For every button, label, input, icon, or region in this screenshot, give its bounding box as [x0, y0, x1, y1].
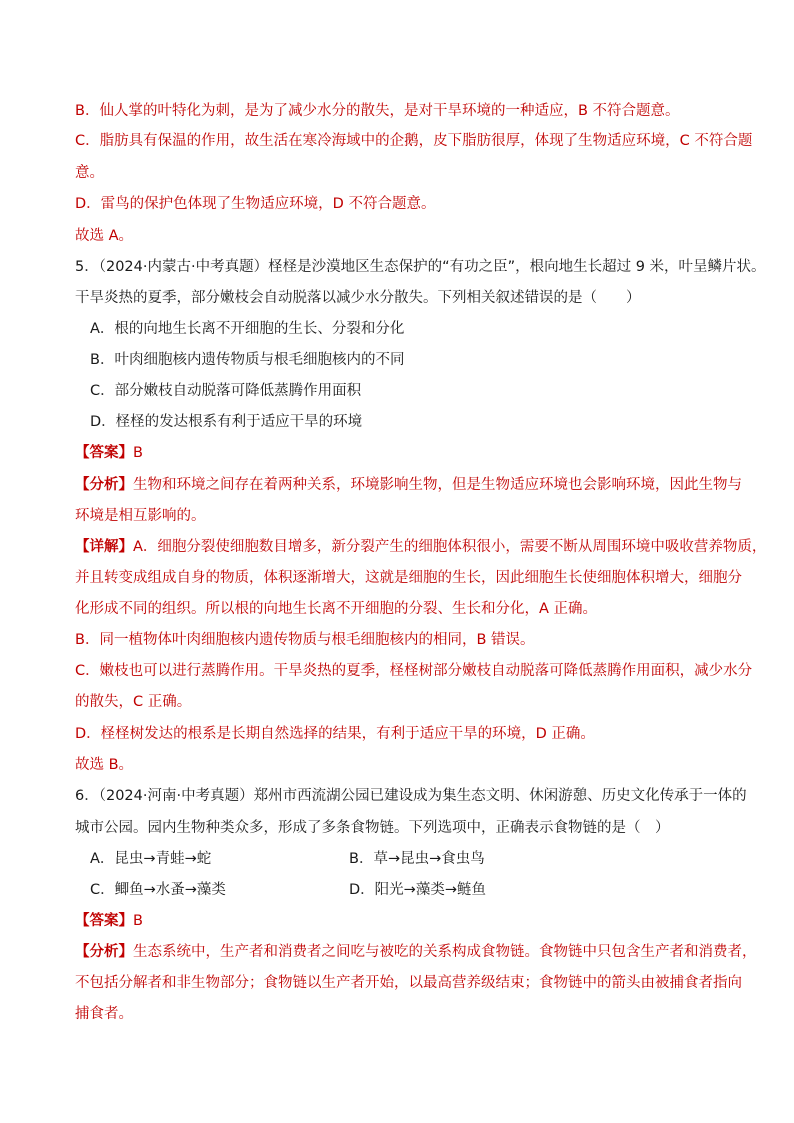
answer-tag: 【答案】 — [75, 445, 133, 461]
q5-option-c: C．部分嫩枝自动脱落可降低蒸腾作用面积 — [90, 383, 362, 399]
answer-tag: 【答案】 — [75, 913, 133, 929]
q6-stem-line1: 6．（2024·河南·中考真题）郑州市西流湖公园已建设成为集生态文明、休闲游憩、历史文化传承于一体的 — [75, 788, 747, 804]
detail-text: A．细胞分裂使细胞数目增多，新分裂产生的细胞体积很小，需要不断从周围环境中吸收营养物质， — [133, 539, 767, 555]
q5-option-d: D．柽柽的发达根系有利于适应干旱的环境 — [90, 414, 363, 430]
q5-stem-line2: 干旱炎热的夏季，部分嫩枝会自动脱落以减少水分散失。下列相关叙述错误的是（ ） — [75, 290, 641, 306]
q6-analysis-line2: 不包括分解者和非生物部分；食物链以生产者开始，以最高营养级结束；食物链中的箭头由被捕食者指向 — [75, 975, 742, 991]
q5-analysis-line1 — [75, 475, 742, 495]
q5-stem-line1: 5．（2024·内蒙古·中考真题）柽柽是沙漠地区生态保护的“有功之臣”，根向地生长超过 9 米，叶呈鳞片状。 — [75, 259, 766, 275]
q5-detail-a-line1 — [75, 537, 767, 557]
q5-detail-c-line2: 的散失，C 正确。 — [75, 694, 192, 710]
analysis-text: 生物和环境之间存在着两种关系，环境影响生物，但是生物适应环境也会影响环境，因此生物与 — [133, 477, 742, 493]
q6-stem-line2: 城市公园。园内生物种类众多，形成了多条食物链。下列选项中，正确表示食物链的是（ ） — [75, 820, 670, 836]
q5-answer — [75, 443, 725, 463]
q5-option-a: A．根的向地生长离不开细胞的生长、分裂和分化 — [90, 321, 405, 337]
q6-option-b: B．草→昆虫→食虫鸟 — [349, 851, 485, 867]
answer-value: B — [133, 913, 143, 929]
q6-option-d: D．阳光→藻类→鲢鱼 — [349, 882, 486, 898]
q5-detail-b: B．同一植物体叶肉细胞核内遗传物质与根毛细胞核内的相同，B 错误。 — [75, 632, 535, 648]
q5-analysis-line2: 环境是相互影响的。 — [75, 508, 206, 524]
q6-answer — [75, 911, 725, 931]
q5-detail-a-line2: 并且转变成组成自身的物质，体积逐渐增大，这就是细胞的生长，因此细胞生长使细胞体积增大，细胞分 — [75, 570, 742, 586]
analysis-tag: 【分析】 — [75, 477, 133, 493]
q6-option-a: A．昆虫→青蛙→蛇 — [90, 851, 212, 867]
q6-analysis-line3: 捕食者。 — [75, 1006, 133, 1022]
prev-answer-d: D．雷鸟的保护色体现了生物适应环境，D 不符合题意。 — [75, 196, 436, 212]
prev-answer-choose: 故选 A。 — [75, 228, 134, 244]
prev-answer-c-line1: C．脂肪具有保温的作用，故生活在寒冷海域中的企鹅，皮下脂肪很厚，体现了生物适应环境，C 不符合题 — [75, 133, 753, 149]
prev-answer-c-line2: 意。 — [75, 165, 104, 181]
detail-tag: 【详解】 — [75, 539, 133, 555]
q5-detail-a-line3: 化形成不同的组织。所以根的向地生长离不开细胞的分裂、生长和分化，A 正确。 — [75, 601, 598, 617]
q6-option-c: C．鲫鱼→水蚤→藻类 — [90, 882, 226, 898]
analysis-tag: 【分析】 — [75, 944, 133, 960]
analysis-text: 生态系统中，生产者和消费者之间吃与被吃的关系构成食物链。食物链中只包含生产者和消费者， — [133, 944, 757, 960]
prev-answer-b: B．仙人掌的叶特化为刺，是为了减少水分的散失，是对干旱环境的一种适应，B 不符合题意。 — [75, 103, 680, 119]
answer-value: B — [133, 445, 143, 461]
q5-choose: 故选 B。 — [75, 757, 134, 773]
q5-detail-d: D．柽柽树发达的根系是长期自然选择的结果，有利于适应干旱的环境，D 正确。 — [75, 726, 595, 742]
q5-option-b: B．叶肉细胞核内遗传物质与根毛细胞核内的不同 — [90, 352, 405, 368]
q5-detail-c-line1: C．嫩枝也可以进行蒸腾作用。干旱炎热的夏季，柽柽树部分嫩枝自动脱落可降低蒸腾作用面积，减少水分 — [75, 663, 753, 679]
q6-analysis-line1 — [75, 942, 757, 962]
